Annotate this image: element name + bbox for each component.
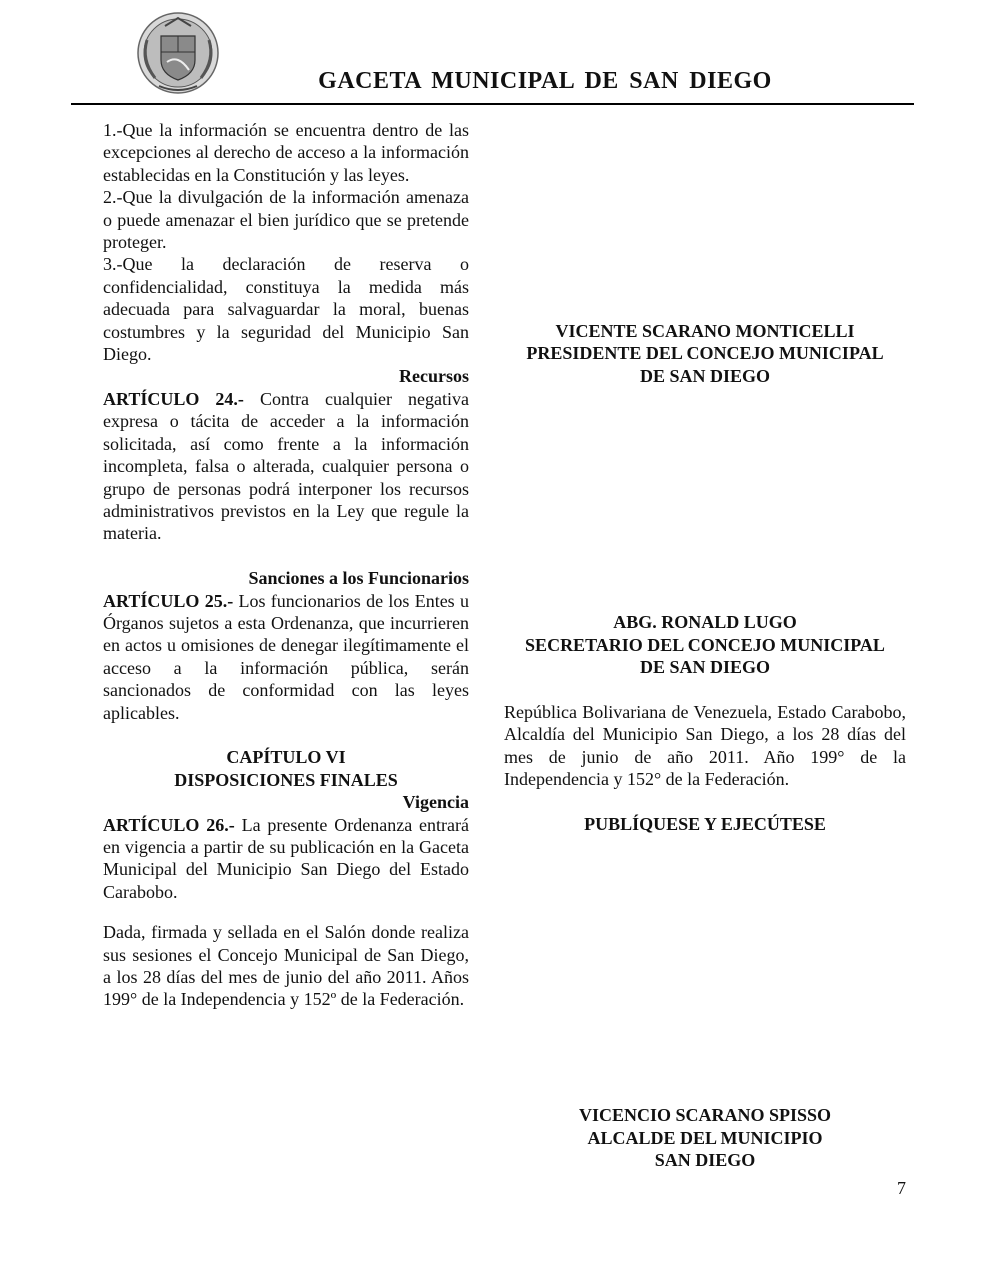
article-26-text: La presente Ordenanza entrará en vigencia a partir de su publicación en la Gaceta Municipal del Municipio San Diego del Estado Carabobo. <box>103 814 470 902</box>
signature-name: ABG. RONALD LUGO <box>613 612 797 633</box>
municipal-coat-of-arms-icon <box>135 10 221 96</box>
signature-role: DE SAN DIEGO <box>639 657 771 678</box>
gazette-title: GACETA MUNICIPAL DE SAN DIEGO <box>318 68 772 94</box>
article-24-text: Contra cualquier negativa expresa o tácita de acceder a la información solicitada, así como frente a la información incompleta, falsa o alterada, cualquier persona o grupo de personas podrá interponer los recursos administrativos previstos en la Ley que regule la materia. <box>103 388 469 544</box>
article-25-text: Los funcionarios de los Entes u Órganos sujetos a esta Ordenanza, que incurrieren en actos u omisiones de denegar ilegítimamente el acceso a la información pública, serán sancionados de conformidad con las leyes aplicables. <box>103 590 469 723</box>
signature-role: SAN DIEGO <box>654 1150 756 1171</box>
article-25-label: ARTÍCULO 25.- <box>103 590 234 611</box>
header-divider <box>71 103 914 105</box>
list-item: 2.-Que la divulgación de la información amenaza o puede amenazar el bien jurídico que se pretende proteger. <box>103 187 469 253</box>
article-24-label: ARTÍCULO 24.- <box>103 388 244 409</box>
article-25-heading: Sanciones a los Funcionarios <box>248 568 469 589</box>
signature-role: ALCALDE DEL MUNICIPIO <box>587 1127 823 1148</box>
signature-president <box>504 320 906 387</box>
page-number: 7 <box>897 1178 906 1198</box>
chapter-number: CAPÍTULO VI <box>226 747 346 768</box>
article-24-heading: Recursos <box>399 366 469 387</box>
signature-role: DE SAN DIEGO <box>639 365 771 386</box>
article-25 <box>103 590 469 724</box>
article-26-label: ARTÍCULO 26.- <box>103 814 235 835</box>
signature-name: VICENCIO SCARANO SPISSO <box>578 1105 832 1126</box>
left-column <box>103 119 469 1011</box>
republic-paragraph: República Bolivariana de Venezuela, Estado Carabobo, Alcaldía del Municipio San Diego, a los 28 días del mes de junio de año 2011. Año 199° de la Independencia y 152° de la Federación. <box>504 701 906 790</box>
signature-name: VICENTE SCARANO MONTICELLI <box>555 321 855 341</box>
article-26-heading: Vigencia <box>402 792 469 813</box>
signature-role: SECRETARIO DEL CONCEJO MUNICIPAL <box>525 634 885 655</box>
article-24 <box>103 388 469 545</box>
article-26 <box>103 814 469 904</box>
right-column <box>504 119 906 1171</box>
list-item: 1.-Que la información se encuentra dentro de las excepciones al derecho de acceso a la información establecidas en la Constitución y las leyes. <box>103 120 469 185</box>
signature-secretary <box>504 611 906 678</box>
signature-role: PRESIDENTE DEL CONCEJO MUNICIPAL <box>526 343 884 364</box>
signature-mayor <box>504 1104 906 1171</box>
list-item: 3.-Que la declaración de reserva o confidencialidad, constituya la medida más adecuada para salvaguardar la moral, buenas costumbres y la seguridad del Municipio San Diego. <box>103 254 469 365</box>
chapter-title: DISPOSICIONES FINALES <box>174 769 398 790</box>
closing-paragraph: Dada, firmada y sellada en el Salón donde realiza sus sesiones el Concejo Municipal de San Diego, a los 28 días del mes de junio del año 2011. Años 199° de la Independencia y 152º de la Federación. <box>103 922 469 1010</box>
publish-statement: PUBLÍQUESE Y EJECÚTESE <box>584 813 826 834</box>
